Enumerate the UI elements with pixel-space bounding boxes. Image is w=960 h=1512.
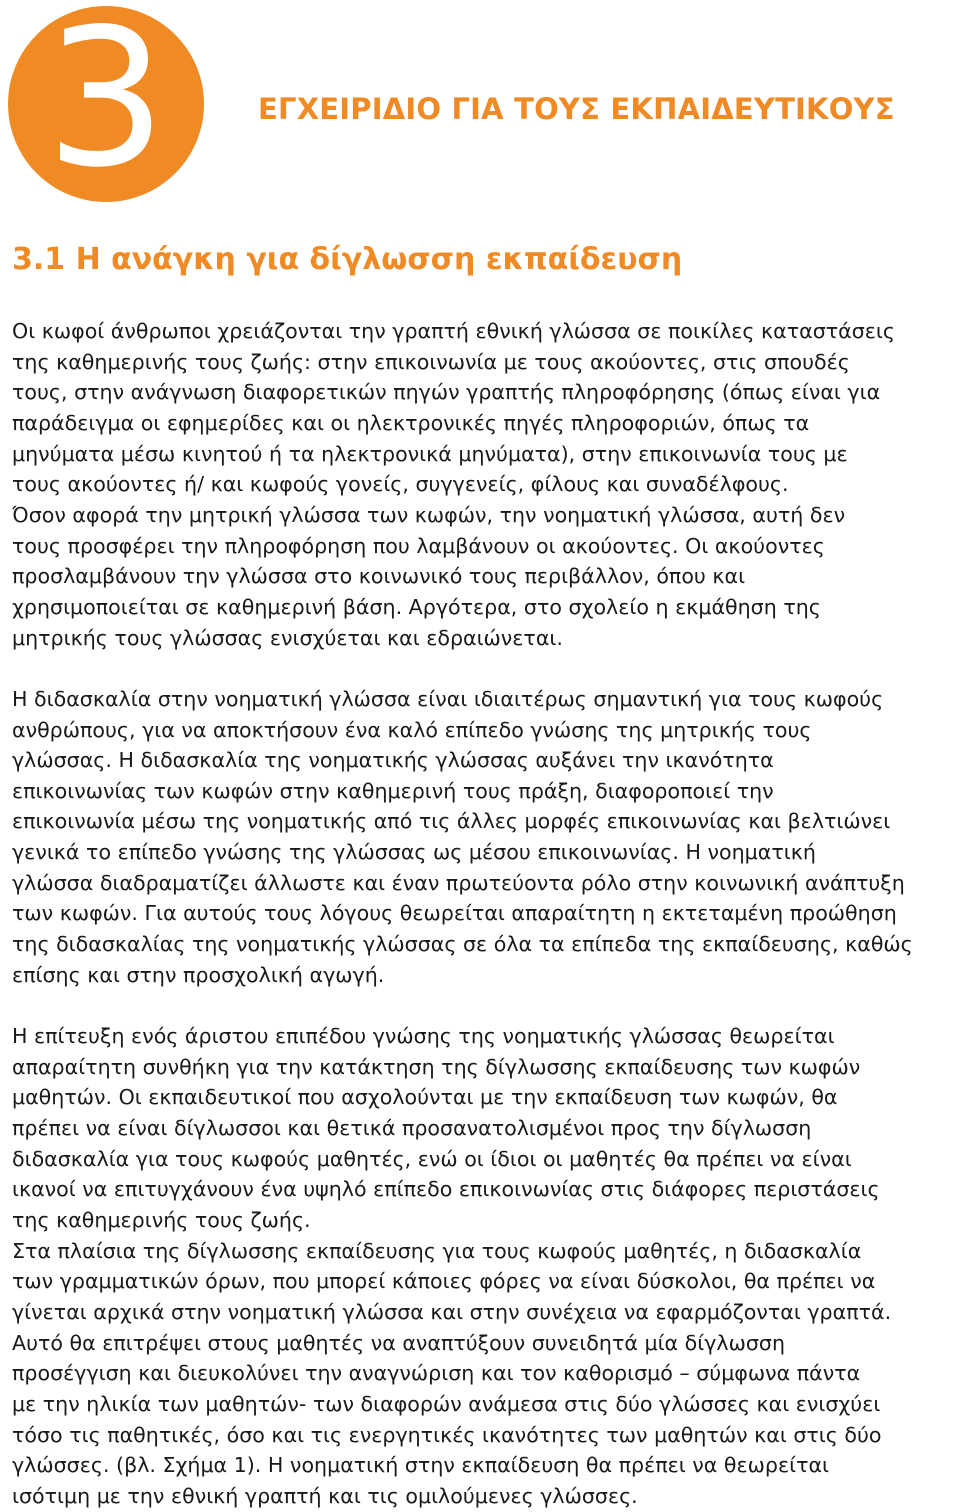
text-line: τόσο τις παθητικές, όσο και τις ενεργητικές ικανότητες των μαθητών και στις δύο bbox=[12, 1422, 882, 1447]
text-line: Όσον αφορά την μητρική γλώσσα των κωφών, την νοηματική γλώσσα, αυτή δεν bbox=[12, 502, 846, 527]
text-line: της διδασκαλίας της νοηματικής γλώσσας σε όλα τα επίπεδα της εκπαίδευσης, καθώς bbox=[12, 932, 913, 957]
text-line: Στα πλαίσια της δίγλωσσης εκπαίδευσης για τους κωφούς μαθητές, η διδασκαλία bbox=[12, 1238, 862, 1263]
text-line: της καθημερινής τους ζωής: στην επικοινωνία με τους ακούοντες, στις σπουδές bbox=[12, 349, 850, 374]
text-line: Η επίτευξη ενός άριστου επιπέδου γνώσης της νοηματικής γλώσσας θεωρείται bbox=[12, 1024, 835, 1049]
text-line: μητρικής τους γλώσσας ενισχύεται και εδραιώνεται. bbox=[12, 625, 563, 650]
text-line: απαραίτητη συνθήκη για την κατάκτηση της δίγλωσσης εκπαίδευσης των κωφών bbox=[12, 1054, 861, 1079]
text-line: πρέπει να είναι δίγλωσσοι και θετικά προσανατολισμένοι προς την δίγλωσση bbox=[12, 1116, 812, 1141]
text-line: γενικά το επίπεδο γνώσης της γλώσσας ως μέσου επικοινωνίας. Η νοηματική bbox=[12, 840, 816, 865]
text-line: των κωφών. Για αυτούς τους λόγους θεωρείται απαραίτητη η εκτεταμένη προώθηση bbox=[12, 901, 897, 926]
text-line: μαθητών. Οι εκπαιδευτικοί που ασχολούνται με την εκπαίδευση των κωφών, θα bbox=[12, 1085, 838, 1110]
text-line: μηνύματα μέσω κινητού ή τα ηλεκτρονικά μηνύματα), στην επικοινωνία τους με bbox=[12, 441, 848, 466]
paragraph-gap bbox=[12, 990, 956, 1021]
text-line: ανθρώπους, για να αποκτήσουν ένα καλό επίπεδο γνώσης της μητρικής τους bbox=[12, 717, 812, 742]
text-line: γίνεται αρχικά στην νοηματική γλώσσα και στην συνέχεια να εφαρμόζονται γραπτά. bbox=[12, 1299, 892, 1324]
text-line: με την ηλικία των μαθητών- των διαφορών ανάμεσα στις δύο γλώσσες και ενισχύει bbox=[12, 1391, 881, 1416]
text-line: γλώσσες. (βλ. Σχήμα 1). Η νοηματική στην εκπαίδευση θα πρέπει να θεωρείται bbox=[12, 1453, 830, 1478]
text-line: παράδειγμα οι εφημερίδες και οι ηλεκτρονικές πηγές πληροφοριών, όπως τα bbox=[12, 410, 810, 435]
text-line: Η διδασκαλία στην νοηματική γλώσσα είναι ιδιαιτέρως σημαντική για τους κωφούς bbox=[12, 686, 884, 711]
text-line: χρησιμοποιείται σε καθημερινή βάση. Αργότερα, στο σχολείο η εκμάθηση της bbox=[12, 594, 821, 619]
text-line: προσλαμβάνουν την γλώσσα στο κοινωνικό τους περιβάλλον, όπου και bbox=[12, 564, 746, 589]
text-line: επικοινωνία μέσω της νοηματικής από τις άλλες μορφές επικοινωνίας και βελτιώνει bbox=[12, 809, 891, 834]
paragraph-gap bbox=[12, 653, 956, 684]
section-title: 3.1 Η ανάγκη για δίγλωσση εκπαίδευση bbox=[12, 242, 683, 277]
text-line: Οι κωφοί άνθρωποι χρειάζονται την γραπτή εθνική γλώσσα σε ποικίλες καταστάσεις bbox=[12, 319, 895, 343]
text-line: της καθημερινής τους ζωής. bbox=[12, 1208, 311, 1232]
body-text bbox=[12, 316, 956, 1512]
text-line: γλώσσας. Η διδασκαλία της νοηματικής γλώσσας αυξάνει την ικανότητα bbox=[12, 748, 774, 773]
text-line: τους προσφέρει την πληροφόρηση που λαμβάνουν οι ακούοντες. Οι ακούοντες bbox=[12, 533, 825, 558]
text-line: Αυτό θα επιτρέψει στους μαθητές να αναπτύξουν συνειδητά μία δίγλωσση bbox=[12, 1330, 786, 1355]
text-line: επίσης και στην προσχολική αγωγή. bbox=[12, 962, 385, 987]
text-line: τους ακούοντες ή/ και κωφούς γονείς, συγγενείς, φίλους και συναδέλφους. bbox=[12, 472, 789, 497]
text-line: διδασκαλία για τους κωφούς μαθητές, ενώ οι ίδιοι οι μαθητές θα πρέπει να είναι bbox=[12, 1146, 852, 1171]
text-line: των γραμματικών όρων, που μπορεί κάποιες φόρες να είναι δύσκολοι, θα πρέπει να bbox=[12, 1269, 876, 1294]
text-line: γλώσσα διαδραματίζει άλλωστε και έναν πρωτεύοντα ρόλο στην κοινωνική ανάπτυξη bbox=[12, 870, 905, 895]
text-line: τους, στην ανάγνωση διαφορετικών πηγών γραπτής πληροφόρησης (όπως είναι για bbox=[12, 380, 881, 405]
text-line: ικανοί να επιτυγχάνουν ένα υψηλό επίπεδο επικοινωνίας στις διάφορες περιστάσεις bbox=[12, 1177, 880, 1202]
chapter-title: ΕΓΧΕΙΡΙΔΙΟ ΓΙΑ ΤΟΥΣ ΕΚΠΑΙΔΕΥΤΙΚΟΥΣ bbox=[258, 92, 895, 126]
text-line: ισότιμη με την εθνική γραπτή και τις ομιλούμενες γλώσσες. bbox=[12, 1483, 638, 1508]
text-line: επικοινωνίας των κωφών στην καθημερινή τους πράξη, διαφοροποιεί την bbox=[12, 778, 774, 803]
text-line: προσέγγιση και διευκολύνει την αναγνώριση και τον καθορισμό – σύμφωνα πάντα bbox=[12, 1361, 861, 1386]
chapter-number: 3 bbox=[45, 0, 167, 209]
